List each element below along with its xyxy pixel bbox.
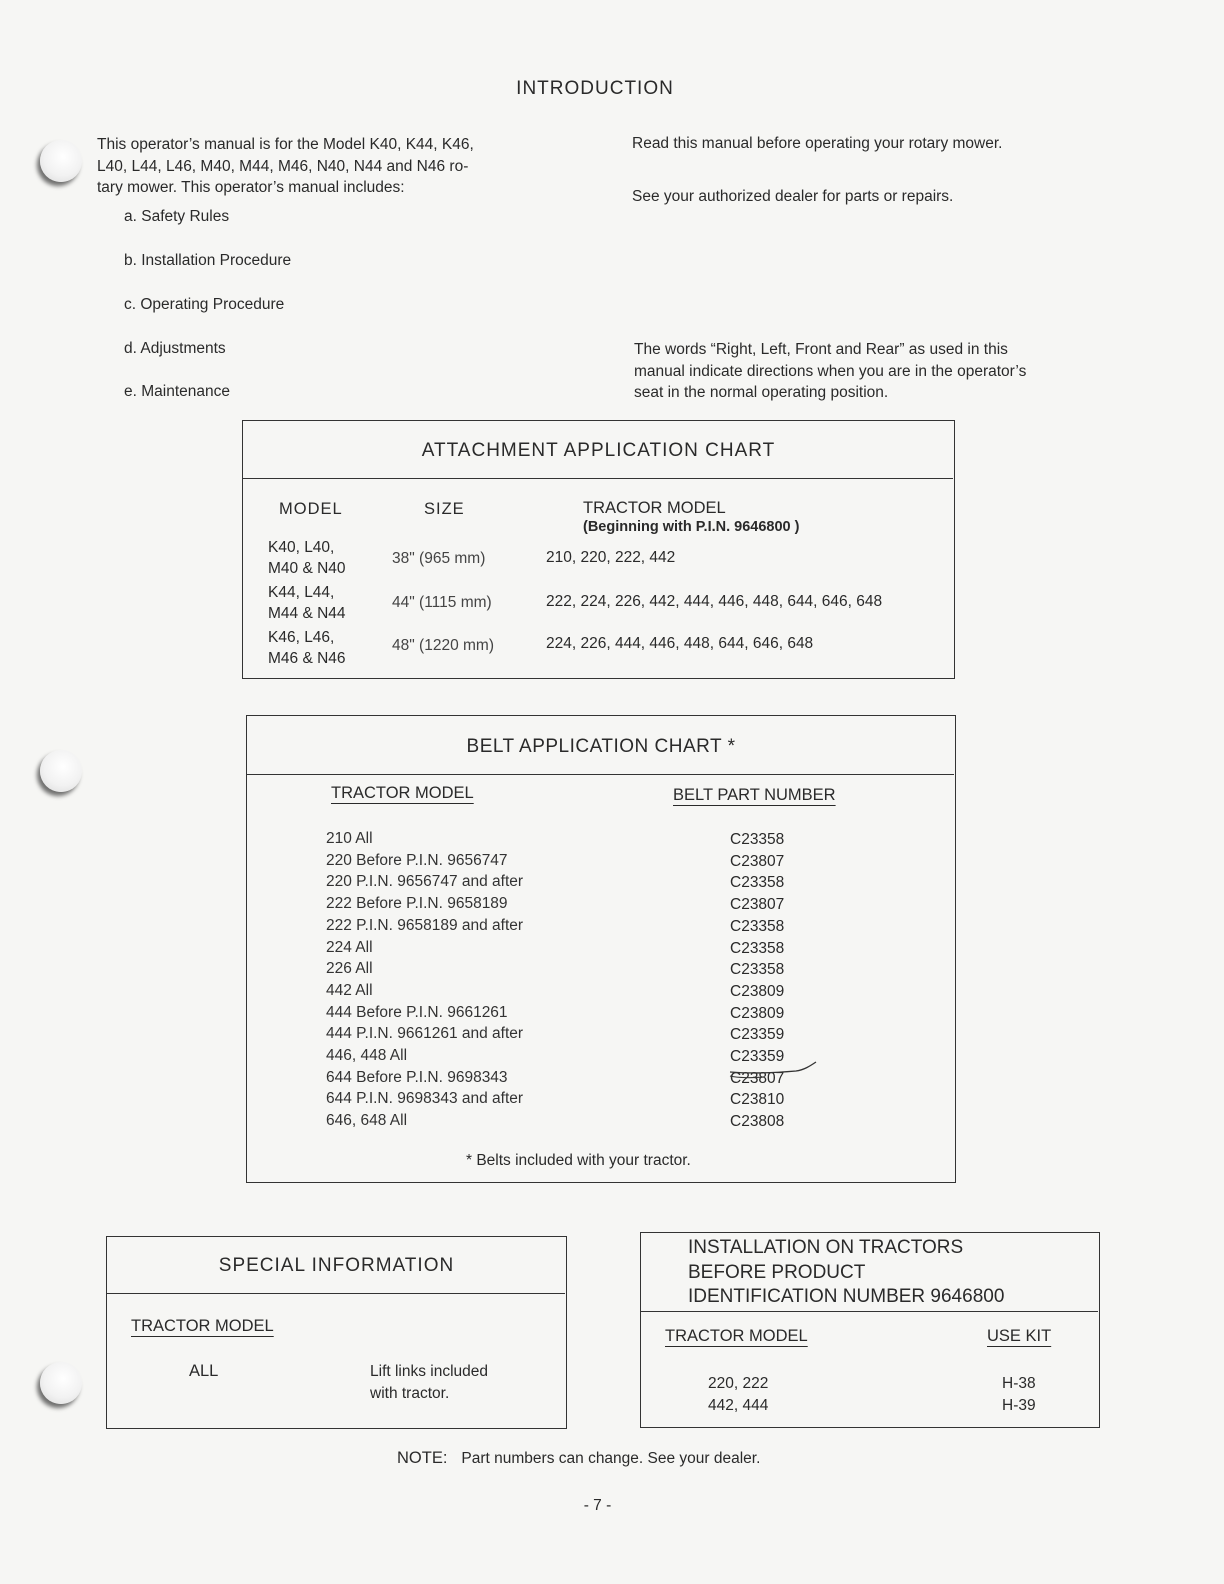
- intro-list-item: a. Safety Rules: [124, 208, 230, 225]
- model-line: M40 & N40: [268, 560, 346, 577]
- belt-part-cell: C23359: [730, 1048, 785, 1066]
- special-info-note: [370, 1361, 488, 1404]
- belt-part-cell: C23809: [730, 982, 785, 1000]
- belt-part-cell: C23359: [730, 1026, 785, 1044]
- introduction-title: INTRODUCTION: [516, 78, 674, 99]
- belt-part-cell: C23358: [730, 831, 785, 848]
- intro-left-paragraph: [97, 134, 577, 199]
- attachment-header-size: SIZE: [424, 500, 465, 518]
- attachment-row-size: 44" (1115 mm): [392, 594, 492, 611]
- belt-tractor-cell: 222 Before P.I.N. 9658189: [326, 895, 508, 913]
- belt-part-cell: C23358: [730, 939, 785, 957]
- installation-tractor-cell: 442, 444: [708, 1396, 769, 1414]
- note-label: NOTE:: [397, 1449, 448, 1467]
- belt-tractor-cell: 444 P.I.N. 9661261 and after: [326, 1025, 524, 1043]
- attachment-row-tractors: 222, 224, 226, 442, 444, 446, 448, 644, 646, 648: [546, 593, 883, 610]
- belt-tractor-cell: 226 All: [326, 960, 373, 978]
- belt-tractor-cell: 442 All: [326, 981, 373, 999]
- intro-right-paragraph-3: [634, 339, 1114, 404]
- special-info-note-line: with tractor.: [370, 1384, 450, 1402]
- belt-tractor-cell: 444 Before P.I.N. 9661261: [326, 1003, 508, 1021]
- belt-tractor-cell: 646, 648 All: [326, 1112, 408, 1130]
- belt-tractor-cell: 220 Before P.I.N. 9656747: [326, 851, 508, 869]
- belt-header-tractor: TRACTOR MODEL: [331, 784, 474, 802]
- belt-part-cell: C23807: [730, 852, 785, 870]
- belt-part-cell: C23807: [730, 896, 785, 914]
- belt-tractor-cell: 644 Before P.I.N. 9698343: [326, 1068, 508, 1086]
- belt-part-cell: C23358: [730, 874, 785, 892]
- installation-tractor-cell: 220, 222: [708, 1375, 769, 1392]
- intro-left-line: This operator’s manual is for the Model K40, K44, K46,: [97, 136, 474, 153]
- note-text: Part numbers can change. See your dealer.: [461, 1450, 761, 1467]
- attachment-header-tractor: TRACTOR MODEL: [583, 499, 726, 517]
- attachment-chart-divider: [243, 478, 953, 479]
- model-line: M44 & N44: [268, 605, 346, 622]
- special-info-header: TRACTOR MODEL: [131, 1317, 274, 1335]
- attachment-header-model: MODEL: [279, 500, 343, 518]
- model-line: K44, L44,: [268, 584, 335, 601]
- model-line: M46 & N46: [268, 650, 346, 667]
- attachment-row-tractors: 210, 220, 222, 442: [546, 549, 676, 566]
- installation-kit-cell: H-38: [1002, 1375, 1036, 1392]
- intro-right-line: seat in the normal operating position.: [634, 384, 889, 401]
- installation-header-kit: USE KIT: [987, 1327, 1052, 1345]
- belt-part-cell: C23358: [730, 961, 785, 979]
- model-line: K40, L40,: [268, 539, 335, 556]
- intro-right-line: The words “Right, Left, Front and Rear” as used in this: [634, 341, 1008, 358]
- belt-tractor-cell: 446, 448 All: [326, 1047, 408, 1065]
- intro-list-item: b. Installation Procedure: [124, 252, 292, 269]
- intro-left-line: tary mower. This operator’s manual includes:: [97, 179, 405, 196]
- belt-chart-title: BELT APPLICATION CHART *: [466, 736, 736, 757]
- attachment-header-tractor-sub: (Beginning with P.I.N. 9646800 ): [583, 519, 800, 535]
- installation-kit-column: [1002, 1373, 1036, 1416]
- attachment-chart-title: ATTACHMENT APPLICATION CHART: [421, 440, 776, 461]
- belt-part-cell: C23809: [730, 1004, 785, 1022]
- attachment-row-model: [268, 537, 346, 579]
- bottom-note: [397, 1449, 760, 1468]
- attachment-row-size: 38" (965 mm): [392, 550, 486, 567]
- special-info-note-line: Lift links included: [370, 1363, 489, 1380]
- belt-tractor-cell: 644 P.I.N. 9698343 and after: [326, 1090, 524, 1108]
- belt-tractor-cell: 224 All: [326, 938, 373, 956]
- punch-hole-top: [40, 140, 82, 182]
- special-info-model: ALL: [189, 1362, 219, 1380]
- belt-chart-divider: [247, 774, 954, 775]
- attachment-row-tractors: 224, 226, 444, 446, 448, 644, 646, 648: [546, 635, 814, 652]
- installation-divider: [641, 1311, 1098, 1312]
- page-number: - 7 -: [583, 1497, 612, 1514]
- belt-part-cell: C23358: [730, 917, 785, 935]
- intro-right-line: manual indicate directions when you are in the operator’s: [634, 362, 1027, 380]
- handwritten-pen-mark: [724, 1058, 834, 1088]
- attachment-row-model: [268, 582, 346, 624]
- belt-tractor-cell: 210 All: [326, 830, 373, 847]
- punch-hole-middle: [40, 750, 82, 792]
- installation-header-tractor: TRACTOR MODEL: [665, 1327, 808, 1345]
- model-line: K46, L46,: [268, 629, 335, 646]
- installation-kit-cell: H-39: [1002, 1396, 1036, 1414]
- belt-part-cell: C23807: [730, 1069, 785, 1087]
- intro-right-paragraph-2: See your authorized dealer for parts or repairs.: [632, 188, 954, 205]
- belt-part-cell: C23808: [730, 1113, 785, 1131]
- belt-part-cell: C23810: [730, 1091, 785, 1109]
- attachment-row-size: 48" (1220 mm): [392, 637, 494, 654]
- special-info-divider: [107, 1293, 565, 1294]
- attachment-row-model: [268, 627, 346, 669]
- installation-title: [688, 1236, 1004, 1310]
- intro-list-item: c. Operating Procedure: [124, 296, 285, 313]
- belt-tractor-cell: 222 P.I.N. 9658189 and after: [326, 916, 524, 934]
- belt-footnote: * Belts included with your tractor.: [466, 1152, 691, 1169]
- installation-tractor-column: [708, 1373, 768, 1416]
- intro-list-item: d. Adjustments: [124, 340, 226, 357]
- special-info-title: SPECIAL INFORMATION: [218, 1255, 455, 1276]
- intro-list-item: e. Maintenance: [124, 383, 230, 400]
- installation-title-line: INSTALLATION ON TRACTORS: [688, 1237, 964, 1258]
- belt-tractor-column: [326, 828, 523, 1132]
- punch-hole-bottom: [40, 1362, 82, 1404]
- belt-header-part: BELT PART NUMBER: [673, 786, 836, 804]
- installation-title-line: BEFORE PRODUCT: [688, 1261, 866, 1283]
- intro-right-paragraph-1: Read this manual before operating your rotary mower.: [632, 135, 1003, 152]
- belt-tractor-cell: 220 P.I.N. 9656747 and after: [326, 873, 524, 891]
- intro-left-line: L40, L44, L46, M40, M44, M46, N40, N44 and N46 ro-: [97, 157, 469, 175]
- installation-title-line: IDENTIFICATION NUMBER 9646800: [688, 1286, 1005, 1307]
